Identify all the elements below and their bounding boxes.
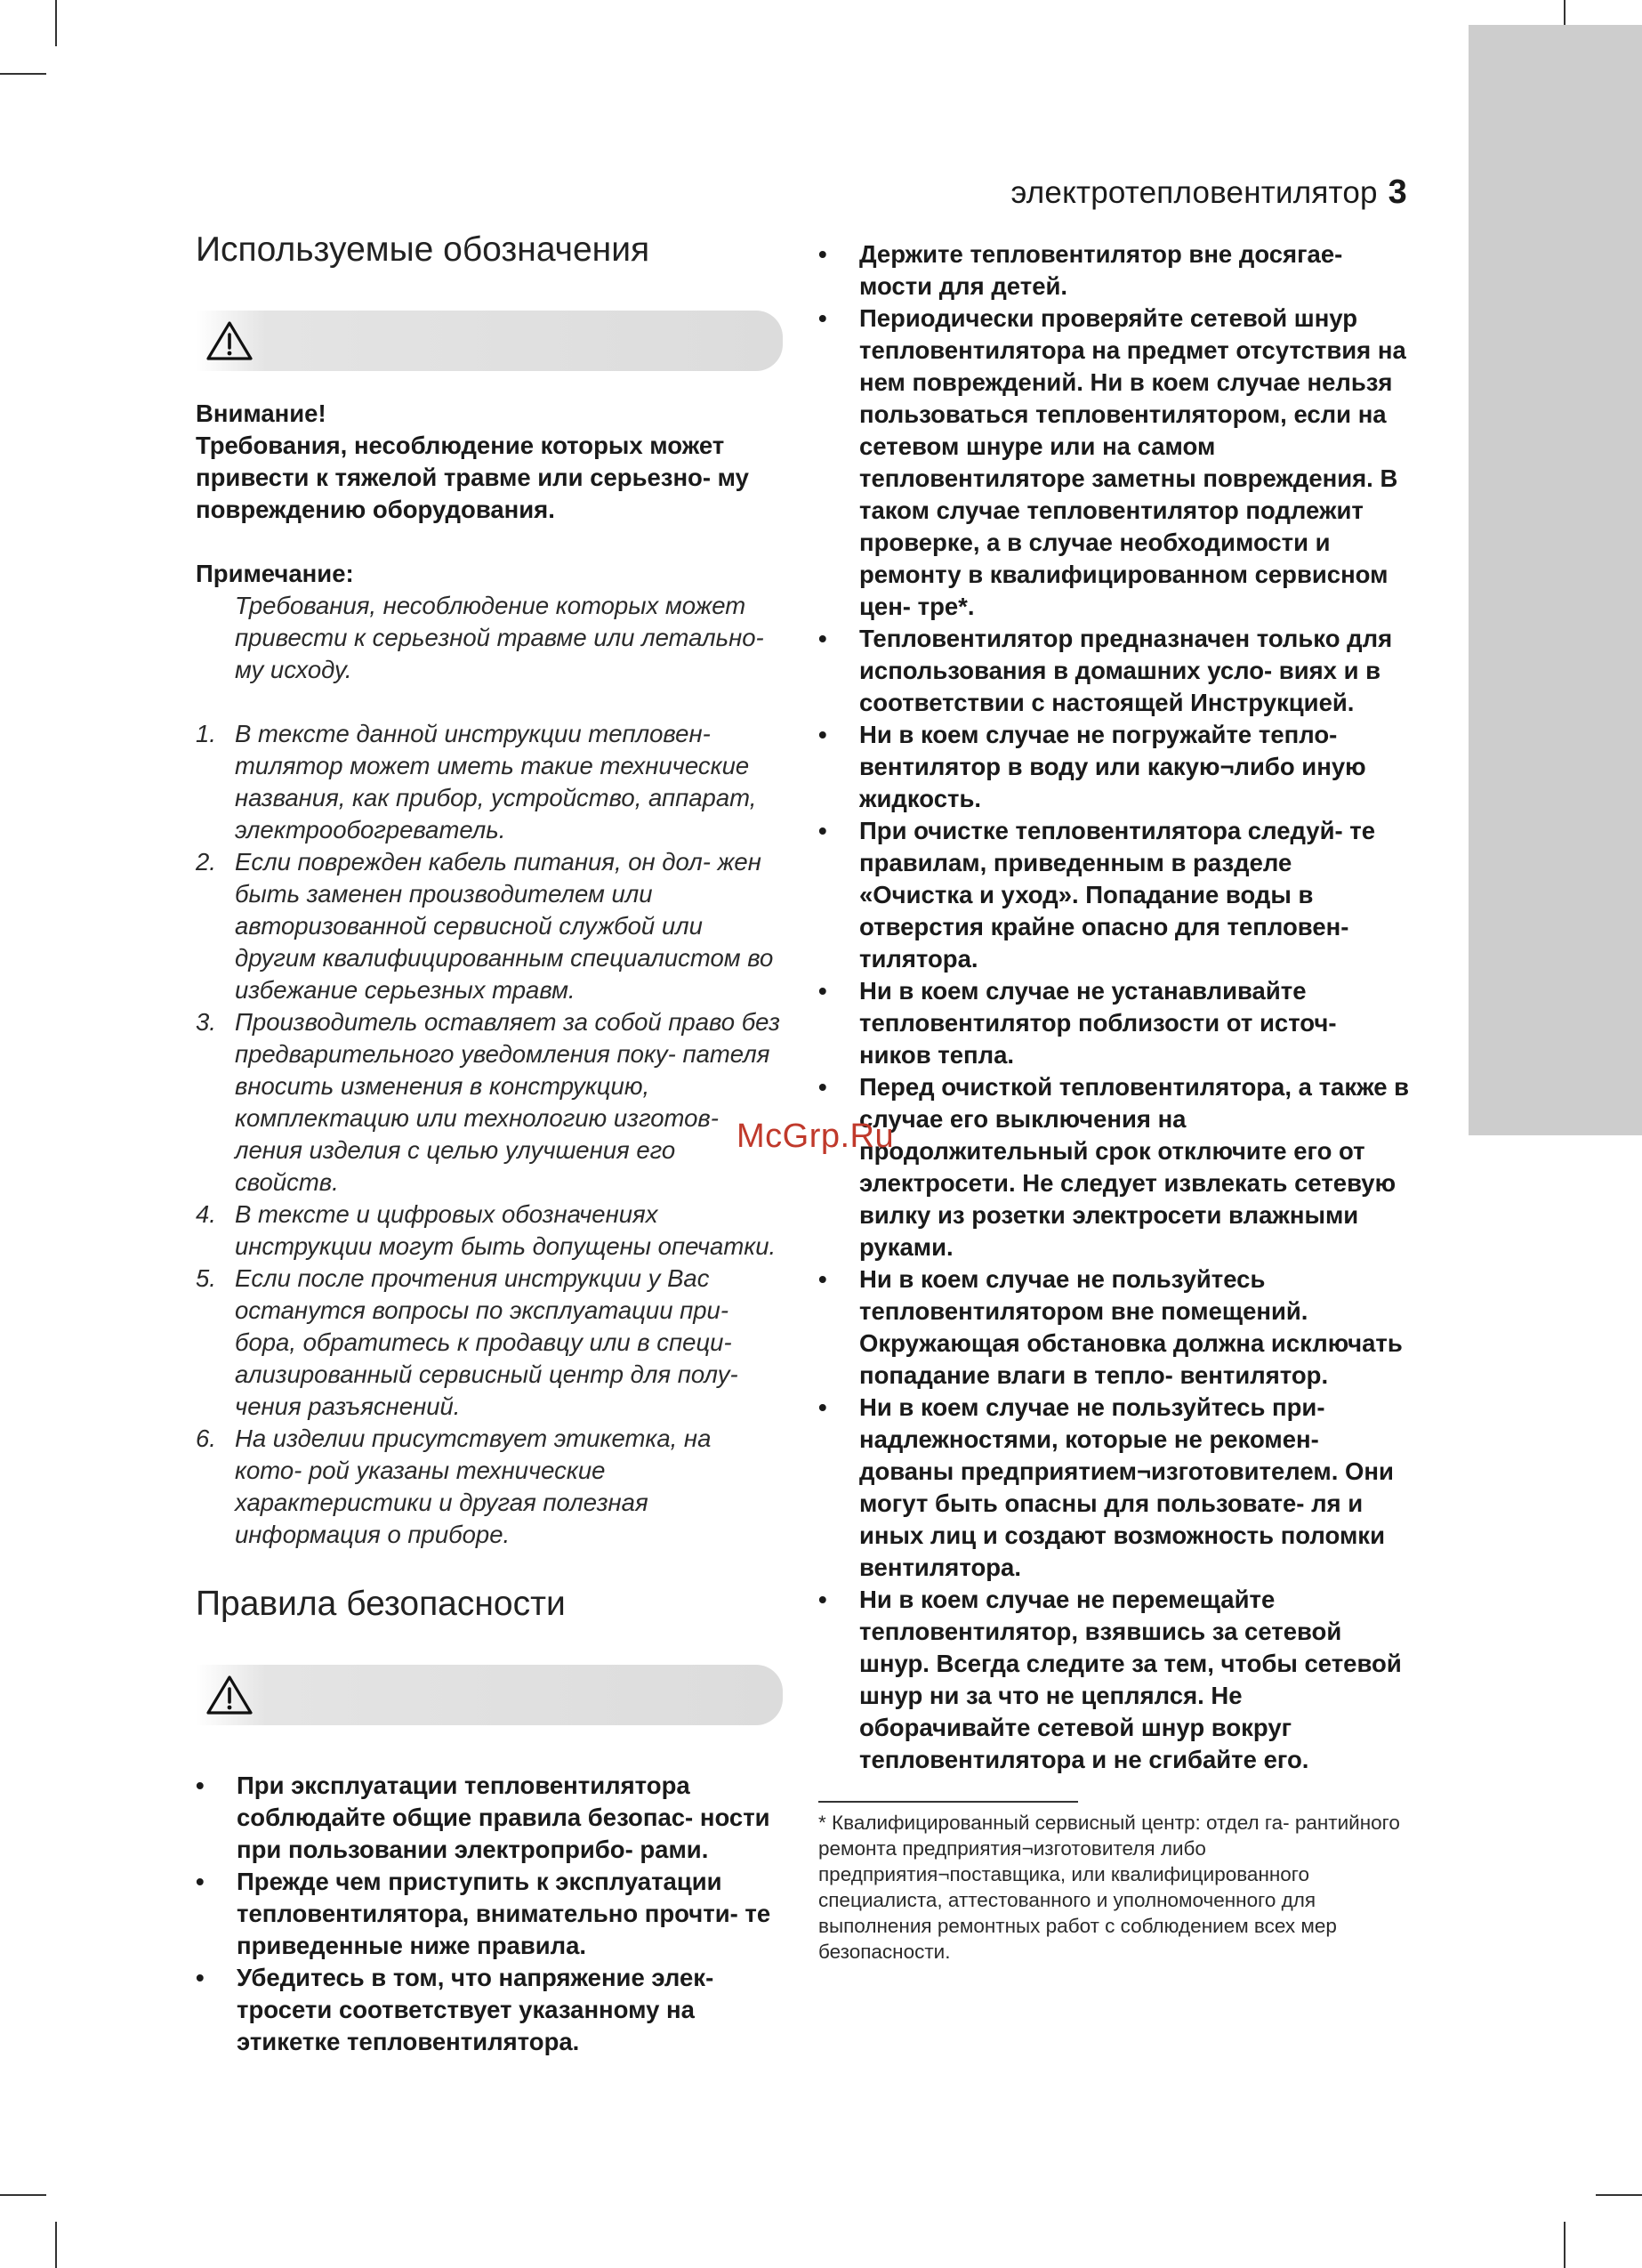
warning-triangle-icon [205, 319, 254, 362]
list-item: • Ни в коем случае не устанавливайте тепловентилятор поблизости от источ- ников тепла. [818, 975, 1411, 1071]
warning-bar [196, 311, 783, 371]
item-number: 3. [196, 1008, 216, 1036]
item-text: В тексте и цифровых обозначениях инструкции могут быть допущены опечатки. [235, 1200, 777, 1260]
note-text: Требования, несоблюдение которых может привести к серьезной травме или летально- му исходу. [235, 592, 764, 683]
crop-mark [0, 2194, 46, 2196]
list-item: • Ни в коем случае не перемещайте тепловентилятор, взявшись за сетевой шнур. Всегда следите за тем, чтобы сетевой шнур ни за что не цеплялся. Не оборачивайте сетевой шнур вокруг тепловентилятора и не сгибайте его. [818, 1584, 1411, 1776]
list-item: • Периодически проверяйте сетевой шнур тепловентилятора на предмет отсутствия на нем повреждений. Ни в коем случае нельзя пользоваться тепловентилятором, если на сетевом шнуре или на самом тепловентиляторе заметны повреждения. В таком случае тепловентилятор подлежит проверке, а в случае необходимости и ремонту в квалифицированном сервисном цен- тре*. [818, 303, 1411, 623]
item-text: В тексте данной инструкции тепловен- тилятор может иметь такие технические названия, как прибор, устройство, аппарат, электрообогреватель. [235, 720, 757, 843]
list-item [196, 718, 783, 846]
item-text: Производитель оставляет за собой право без предварительного уведомления поку- пателя вносить изменения в конструкцию, комплектацию или технологию изготов- ления изделия с целью улучшения его свойств. [235, 1008, 780, 1196]
page-header [1011, 174, 1407, 212]
right-column [818, 238, 1411, 1965]
list-item: • Ни в коем случае не пользуйтесь тепловентилятором вне помещений. Окружающая обстановка должна исключать попадание влаги в тепло- вентилятор. [818, 1263, 1411, 1392]
list-item: • Тепловентилятор предназначен только для использования в домашних усло- виях и в соответствии с настоящей Инструкцией. [818, 623, 1411, 719]
note-label: Примечание: [196, 560, 354, 587]
list-item [196, 846, 783, 1006]
list-item [196, 1263, 783, 1423]
item-number: 5. [196, 1264, 216, 1292]
list-item: • При эксплуатации тепловентилятора соблюдайте общие правила безопас- ности при пользовании электроприбо- рами. [196, 1770, 783, 1866]
section-title-safety: Правила безопасности [196, 1585, 566, 1623]
item-text: Если после прочтения инструкции у Вас останутся вопросы по эксплуатации при- бора, обратитесь к продавцу или в специ- ализированный сервисный центр для полу- чения разъяснений. [235, 1264, 738, 1420]
section-title-symbols: Используемые обозначения [196, 230, 650, 269]
page-number: 3 [1388, 174, 1407, 211]
safety-list-left [196, 1770, 783, 2058]
crop-mark [0, 73, 46, 75]
item-text: Если поврежден кабель питания, он дол- жен быть заменен производителем или авторизованной сервисной службой или другим квалифицированным специалистом во избежание серьезных травм. [235, 848, 774, 1004]
list-item: • Держите тепловентилятор вне досягае- мости для детей. [818, 238, 1411, 303]
header-title: электротепловентилятор [1010, 175, 1378, 210]
footnote: * Квалифицированный сервисный центр: отдел га- рантийного ремонта предприятия¬изготовителя либо предприятия¬поставщика, или квалифицированного специалиста, аттестованного и уполномоченного для выполнения ремонтных работ с соблюдением всех мер безопасности. [818, 1812, 1400, 1963]
warning-label: Внимание! [196, 400, 326, 427]
crop-mark [55, 0, 57, 46]
list-item [196, 1199, 783, 1263]
warning-bar [196, 1665, 783, 1725]
list-item: • При очистке тепловентилятора следуй- те правилам, приведенным в разделе «Очистка и уход». Попадание воды в отверстия крайне опасно для тепловен- тилятора. [818, 815, 1411, 975]
warning-text: Требования, несоблюдение которых может привести к тяжелой травме или серьезно- му повреждению оборудования. [196, 432, 749, 523]
crop-mark [55, 2222, 57, 2268]
item-number: 6. [196, 1425, 216, 1452]
warning-triangle-icon [205, 1674, 254, 1716]
item-number: 1. [196, 720, 216, 747]
list-item: • Ни в коем случае не пользуйтесь при- надлежностями, которые не рекомен- дованы предприятием¬изготовителем. Они могут быть опасны для пользовате- ля и иных лиц и создают возможность поломки вентилятора. [818, 1392, 1411, 1584]
numbered-list [196, 718, 783, 1551]
list-item: • Прежде чем приступить к эксплуатации тепловентилятора, внимательно прочти- те приведенные ниже правила. [196, 1866, 783, 1962]
list-item [196, 1006, 783, 1199]
safety-list-right [818, 238, 1411, 1776]
list-item: • Убедитесь в том, что напряжение элек- тросети соответствует указанному на этикетке тепловентилятора. [196, 1962, 783, 2058]
item-number: 4. [196, 1200, 216, 1228]
item-number: 2. [196, 848, 216, 876]
list-item: • Перед очисткой тепловентилятора, а также в случае его выключения на продолжительный срок отключите его от электросети. Не следует извлекать сетевую вилку из розетки электросети влажными руками. [818, 1071, 1411, 1263]
side-tab [1469, 25, 1642, 1135]
crop-mark [1596, 2194, 1642, 2196]
crop-mark [1564, 2222, 1566, 2268]
list-item: • Ни в коем случае не погружайте тепло- вентилятор в воду или какую¬либо иную жидкость. [818, 719, 1411, 815]
watermark: McGrp.Ru [736, 1118, 895, 1155]
list-item [196, 1423, 783, 1551]
footnote-rule [818, 1801, 1078, 1803]
left-column [196, 227, 783, 2058]
item-text: На изделии присутствует этикетка, на кото- рой указаны технические характеристики и другая полезная информация о приборе. [235, 1425, 712, 1548]
